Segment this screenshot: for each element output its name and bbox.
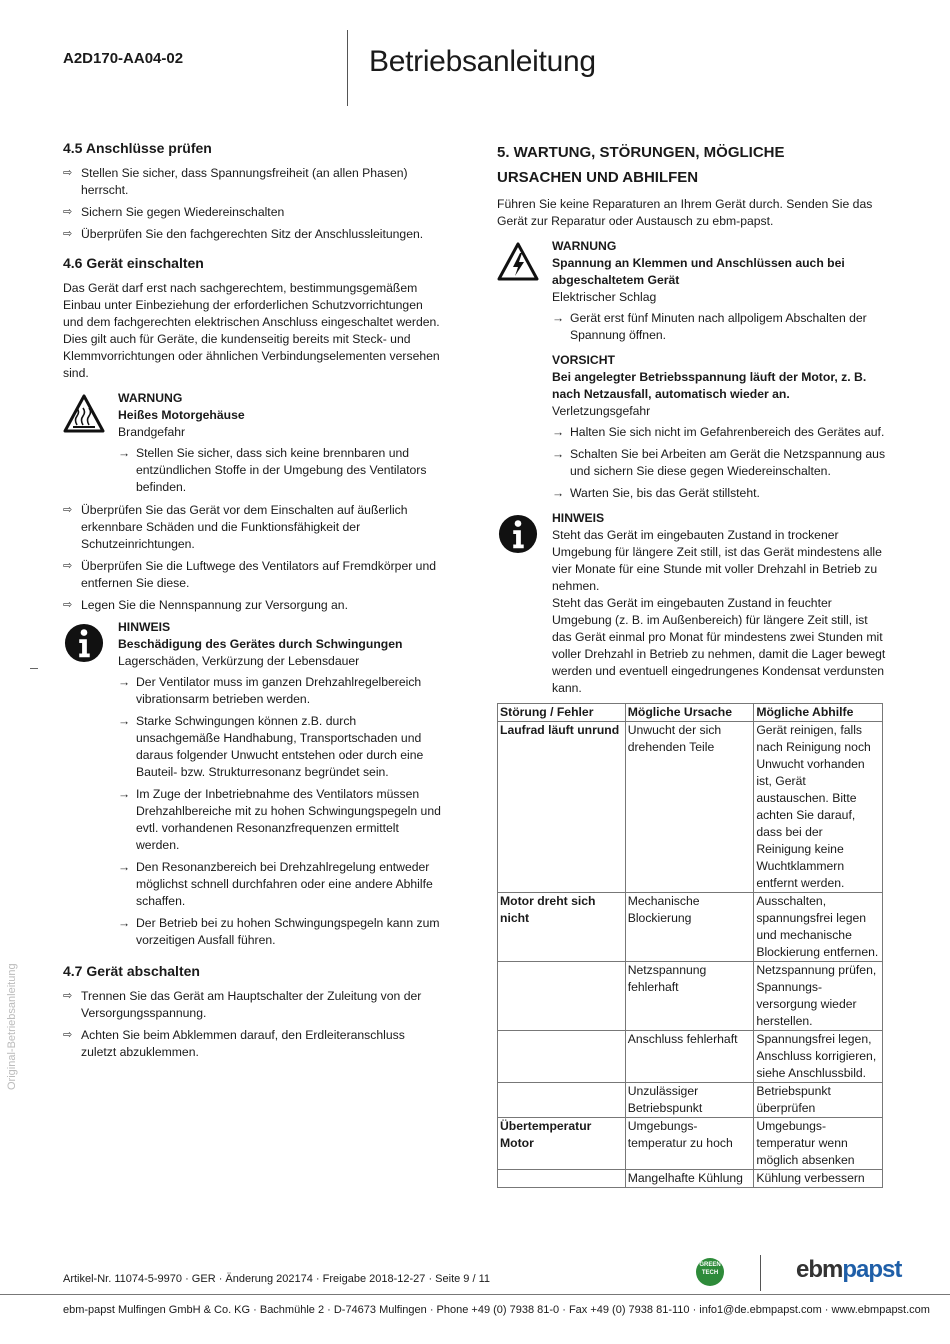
info-icon xyxy=(497,514,539,554)
arrow-bullet-icon: ⇨ xyxy=(63,167,73,179)
side-label: Original-Betriebsanleitung xyxy=(6,963,18,1090)
notice-label: HINWEIS xyxy=(552,511,605,525)
warning-heading: Spannung an Klemmen und Anschlüssen auch bei abgeschaltetem Gerät xyxy=(552,256,845,287)
table-cell: Umgebungs-temperatur wenn möglich absenken xyxy=(754,1118,883,1170)
list-item: → Gerät erst fünf Minuten nach allpoligem Abschalten der Spannung öffnen. xyxy=(552,311,867,342)
notice-text-dry: Steht das Gerät im eingebauten Zustand in trockener Umgebung für längere Zeit still, ist das Gerät mindestens alle vier Monate für eine Stunde mit voller Drehzahl in Betrieb zu nehmen. xyxy=(552,528,882,593)
table-cell: Umgebungs-temperatur zu hoch xyxy=(625,1118,754,1170)
warning-label: WARNUNG xyxy=(118,391,183,405)
company-address: ebm-papst Mulfingen GmbH & Co. KG · Bachmühle 2 · D-74673 Mulfingen · Phone +49 (0) 7938 81-0 · Fax +49 (0) 7938 81-110 · info1@de.ebmpapst.com · www.ebmpapst.com xyxy=(63,1304,930,1316)
section-5-title: 5. WARTUNG, STÖRUNGEN, MÖGLICHE URSACHEN UND ABHILFEN xyxy=(497,144,785,186)
section-4-6-paragraph: Das Gerät darf erst nach sachgerechtem, bestimmungsgemäßem Einbau unter Einbeziehung der erforderlichen Schutzvorrichtungen und dem fachgerechten elektrischen Anschluss eingeschaltet werden. Dies gilt auch für Geräte, die kundenseitig bereits mit Steck- und Klemmvorrichtungen oder ähnlichen Verbindungselementen versehen sind. xyxy=(63,281,440,380)
document-id: A2D170-AA04-02 xyxy=(63,50,184,67)
notice-heading: Beschädigung des Gerätes durch Schwingungen xyxy=(118,637,403,651)
list-item: → Der Ventilator muss im ganzen Drehzahlregelbereich vibrationsarm betrieben werden. xyxy=(118,675,422,706)
section-4-7-title: 4.7 Gerät abschalten xyxy=(63,963,200,979)
arrow-bullet-icon: ⇨ xyxy=(63,504,73,516)
table-cell: Ausschalten, spannungsfrei legen und mechanische Blockierung entfernen. xyxy=(754,893,883,962)
notice-standstill xyxy=(497,510,887,697)
warning-hot-housing xyxy=(63,390,443,496)
logo-divider xyxy=(760,1255,761,1291)
arrow-bullet-icon: ⇨ xyxy=(63,228,73,240)
warning-sub: Elektrischer Schlag xyxy=(552,290,657,304)
list-item: ⇨ Überprüfen Sie den fachgerechten Sitz der Anschlussleitungen. xyxy=(63,227,424,241)
margin-tick xyxy=(30,668,38,669)
arrow-right-icon: → xyxy=(552,425,565,439)
list-item: ⇨ Achten Sie beim Abklemmen darauf, den Erdleiteranschluss zuletzt abzuklemmen. xyxy=(63,1028,405,1059)
warning-voltage xyxy=(497,238,887,344)
list-item: → Schalten Sie bei Arbeiten am Gerät die Netzspannung aus und sichern Sie diese gegen Wiedereinschalten. xyxy=(552,447,886,478)
header-divider xyxy=(347,30,348,106)
arrow-right-icon: → xyxy=(118,860,131,874)
table-cell: Mangelhafte Kühlung xyxy=(625,1170,754,1188)
table-cell: Betriebspunkt überprüfen xyxy=(754,1083,883,1118)
table-cell: Netzspannung fehlerhaft xyxy=(625,962,754,1031)
arrow-right-icon: → xyxy=(118,916,131,930)
arrow-right-icon: → xyxy=(552,447,565,461)
notice-label: HINWEIS xyxy=(118,620,171,634)
table-row xyxy=(498,893,883,962)
ebmpapst-logo: ebmpapst xyxy=(796,1256,902,1283)
table-row xyxy=(498,1083,883,1118)
table-cell: Anschluss fehlerhaft xyxy=(625,1031,754,1083)
table-cell: Laufrad läuft unrund xyxy=(498,722,626,893)
list-item: → Warten Sie, bis das Gerät stillsteht. xyxy=(552,486,760,500)
arrow-right-icon: → xyxy=(118,787,131,801)
footer-divider xyxy=(0,1294,950,1295)
notice-text-humid: Steht das Gerät im eingebauten Zustand in feuchter Umgebung (z. B. im Außenbereich) für längere Zeit still, ist das Gerät einmal pro Monat für mindestens zwei Stunden mit voller Drehzahl in Betrieb zu nehmen, damit die Lager bewegt werden und eventuell eingedrungenes Kondensat verdunsten kann. xyxy=(552,596,886,695)
list-item: → Den Resonanzbereich bei Drehzahlregelung entweder möglichst schnell durchfahren oder eine andere Abhilfe schaffen. xyxy=(118,860,433,908)
electric-shock-warning-icon xyxy=(497,242,539,282)
arrow-right-icon: → xyxy=(552,486,565,500)
caution-label: VORSICHT xyxy=(552,353,615,367)
page-title: Betriebsanleitung xyxy=(369,45,596,78)
list-item: ⇨ Trennen Sie das Gerät am Hauptschalter der Zuleitung von der Versorgungsspannung. xyxy=(63,989,422,1020)
table-cell: Mechanische Blockierung xyxy=(625,893,754,962)
list-item: → Halten Sie sich nicht im Gefahrenbereich des Gerätes auf. xyxy=(552,425,885,439)
caution-restart xyxy=(497,352,887,502)
table-cell: Netzspannung prüfen, Spannungs-versorgung wieder herstellen. xyxy=(754,962,883,1031)
troubleshooting-table xyxy=(497,703,883,1188)
table-header-row xyxy=(498,704,883,722)
table-cell xyxy=(498,962,626,1031)
green-tech-badge-icon: GREEN TECH xyxy=(696,1258,724,1286)
arrow-right-icon: → xyxy=(552,311,565,325)
hot-surface-warning-icon xyxy=(63,394,105,434)
arrow-right-icon: → xyxy=(118,675,131,689)
list-item: ⇨ Stellen Sie sicher, dass Spannungsfreiheit (an allen Phasen) herrscht. xyxy=(63,166,408,197)
list-item: → Starke Schwingungen können z.B. durch unsachgemäße Handhabung, Transportschaden und daraus folgender Unwucht entstehen oder durch eine Bauteil- bzw. Strukturresonanz begründet sein. xyxy=(118,714,424,779)
arrow-bullet-icon: ⇨ xyxy=(63,206,73,218)
list-item: → Der Betrieb bei zu hohen Schwingungspegeln kann zum vorzeitigen Ausfall führen. xyxy=(118,916,440,947)
table-cell: Kühlung verbessern xyxy=(754,1170,883,1188)
right-column xyxy=(497,140,887,1188)
caution-heading: Bei angelegter Betriebsspannung läuft der Motor, z. B. nach Netzausfall, automatisch wieder an. xyxy=(552,370,867,401)
arrow-bullet-icon: ⇨ xyxy=(63,599,73,611)
notice-vibration xyxy=(63,619,443,949)
table-row xyxy=(498,962,883,1031)
table-cell: Motor dreht sich nicht xyxy=(498,893,626,962)
article-info: Artikel-Nr. 11074-5-9970 · GER · Änderung 202174 · Freigabe 2018-12-27 · Seite 9 / 11 xyxy=(63,1273,491,1285)
notice-sub: Lagerschäden, Verkürzung der Lebensdauer xyxy=(118,654,360,668)
table-cell: Unzulässiger Betriebspunkt xyxy=(625,1083,754,1118)
list-item: ⇨ Sichern Sie gegen Wiedereinschalten xyxy=(63,205,285,219)
arrow-bullet-icon: ⇨ xyxy=(63,560,73,572)
warning-label: WARNUNG xyxy=(552,239,617,253)
table-row xyxy=(498,1118,883,1170)
arrow-right-icon: → xyxy=(118,714,131,728)
table-cell: Spannungsfrei legen, Anschluss korrigieren, siehe Anschlussbild. xyxy=(754,1031,883,1083)
table-cell: Gerät reinigen, falls nach Reinigung noch Unwucht vorhanden ist, Gerät austauschen. Bitte achten Sie darauf, dass bei der Reinigung keine Wuchtklammern entfernt werden. xyxy=(754,722,883,893)
arrow-bullet-icon: ⇨ xyxy=(63,1029,73,1041)
table-cell xyxy=(498,1170,626,1188)
arrow-right-icon: → xyxy=(118,446,131,460)
table-row xyxy=(498,1170,883,1188)
list-item: ⇨ Überprüfen Sie die Luftwege des Ventilators auf Fremdkörper und entfernen Sie diese. xyxy=(63,559,436,590)
table-cell: Unwucht der sich drehenden Teile xyxy=(625,722,754,893)
warning-sub: Brandgefahr xyxy=(118,425,186,439)
caution-sub: Verletzungsgefahr xyxy=(552,404,651,418)
list-item: ⇨ Überprüfen Sie das Gerät vor dem Einschalten auf äußerlich erkennbare Schäden und die Funktionsfähigkeit der Schutzeinrichtungen. xyxy=(63,503,408,551)
table-header-cell: Mögliche Ursache xyxy=(625,704,754,722)
table-header-cell: Störung / Fehler xyxy=(498,704,626,722)
table-cell xyxy=(498,1083,626,1118)
left-column xyxy=(63,140,443,1066)
table-cell: Übertemperatur Motor xyxy=(498,1118,626,1170)
list-item: → Im Zuge der Inbetriebnahme des Ventilators müssen Drehzahlbereiche mit zu hohen Schwingungspegeln und evtl. vorhandenen Resonanzfrequenzen ermittelt werden. xyxy=(118,787,441,852)
list-item: → Stellen Sie sicher, dass sich keine brennbaren und entzündlichen Stoffe in der Umgebung des Ventilators befinden. xyxy=(118,446,427,494)
arrow-bullet-icon: ⇨ xyxy=(63,990,73,1002)
table-row xyxy=(498,722,883,893)
table-header-cell: Mögliche Abhilfe xyxy=(754,704,883,722)
section-5-intro: Führen Sie keine Reparaturen an Ihrem Gerät durch. Senden Sie das Gerät zur Reparatur oder Austausch zu ebm-papst. xyxy=(497,197,873,228)
section-4-5-title: 4.5 Anschlüsse prüfen xyxy=(63,140,212,156)
list-item: ⇨ Legen Sie die Nennspannung zur Versorgung an. xyxy=(63,598,348,612)
table-row xyxy=(498,1031,883,1083)
info-icon xyxy=(63,623,105,663)
table-cell xyxy=(498,1031,626,1083)
section-4-6-title: 4.6 Gerät einschalten xyxy=(63,255,204,271)
warning-heading: Heißes Motorgehäuse xyxy=(118,408,245,422)
